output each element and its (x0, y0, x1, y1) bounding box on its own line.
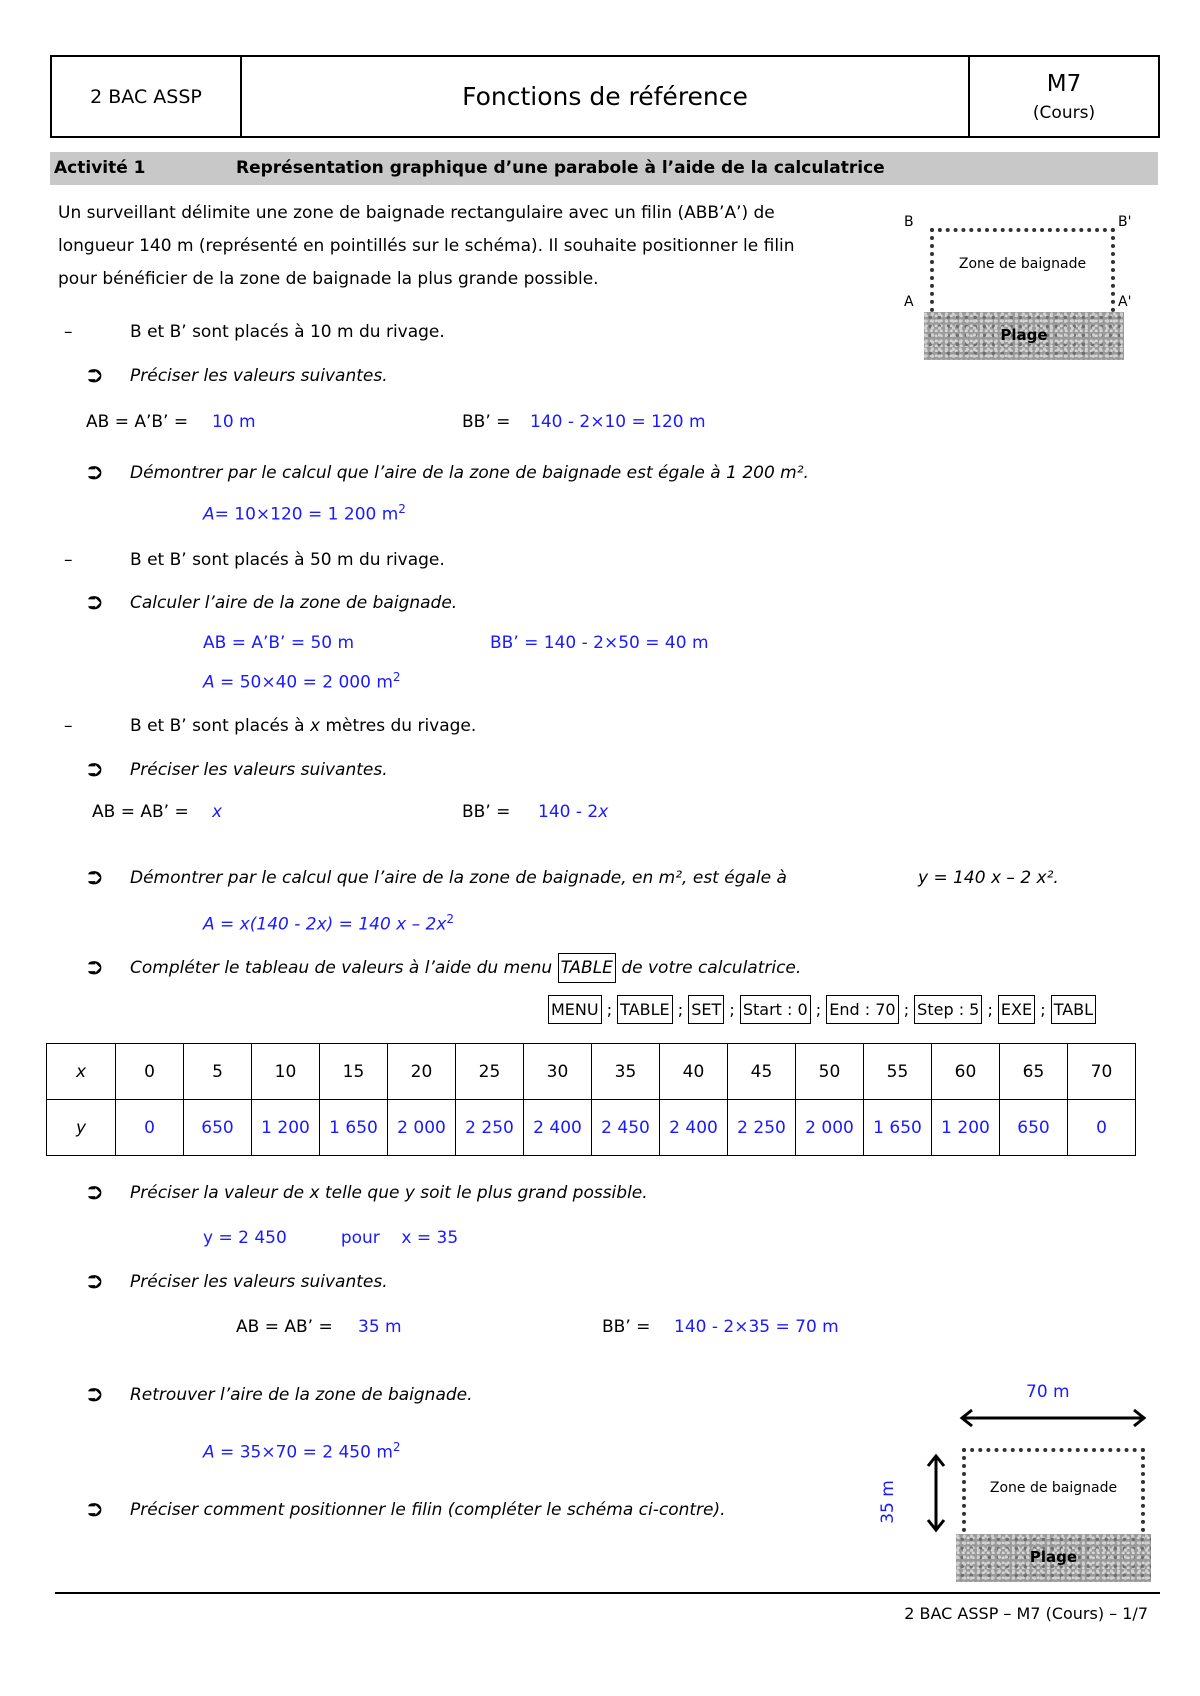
superscript: 2 (392, 670, 401, 684)
superscript: 2 (398, 502, 406, 516)
page-title: Fonctions de référence (242, 57, 970, 136)
question-area-2: Calculer l’aire de la zone de baignade. (130, 593, 458, 613)
bb-label-3: BB’ = (462, 802, 511, 822)
beach-label: Plage (1029, 1548, 1078, 1566)
dash-bullet: – (64, 550, 73, 570)
question-text: Compléter le tableau de valeurs à l’aide du menu (130, 958, 558, 978)
arrow-bullet: ⮊ (88, 366, 102, 387)
zone-label: Zone de baignade (958, 256, 1087, 272)
key-separator: ; (1040, 1000, 1046, 1019)
intro-line-1: Un surveillant délimite une zone de baignade rectangulaire avec un filin (ABB’A’) de (58, 203, 775, 223)
x-cell: 5 (184, 1044, 252, 1100)
area-symbol: A (203, 504, 215, 525)
bb-label-4: BB’ = (602, 1317, 651, 1337)
beach-label: Plage (1000, 326, 1048, 344)
swim-zone-rect (962, 1448, 1145, 1540)
question-area-3: Démontrer par le calcul que l’aire de la zone de baignade, en m², est égale à (130, 868, 787, 888)
case-10m: B et B’ sont placés à 10 m du rivage. (130, 322, 445, 342)
question-position: Préciser comment positionner le filin (compléter le schéma ci-contre). (130, 1500, 726, 1520)
area-answer-1 (203, 502, 406, 525)
bb-value-4: 140 - 2×35 = 70 m (674, 1317, 839, 1337)
activity-number: Activité 1 (54, 158, 146, 178)
question-area-4: Retrouver l’aire de la zone de baignade. (130, 1385, 473, 1405)
dash-bullet: – (64, 716, 73, 736)
x-header: x (47, 1044, 116, 1100)
intro-line-2: longueur 140 m (représenté en pointillés sur le schéma). Il souhaite positionner le filin (58, 236, 795, 256)
ab-label-3: AB = AB’ = (92, 802, 189, 822)
y-cell: 650 (1000, 1100, 1068, 1156)
arrow-bullet: ⮊ (88, 868, 102, 889)
y-cell: 650 (184, 1100, 252, 1156)
y-cell: 1 650 (864, 1100, 932, 1156)
arrow-bullet: ⮊ (88, 463, 102, 484)
activity-title: Représentation graphique d’une parabole à l’aide de la calculatrice (236, 158, 885, 178)
dash-bullet: – (64, 322, 73, 342)
x-cell: 65 (1000, 1044, 1068, 1100)
y-cell: 2 250 (456, 1100, 524, 1156)
superscript: 2 (392, 1440, 401, 1454)
header-table (50, 55, 1160, 138)
y-cell: 2 400 (524, 1100, 592, 1156)
y-cell: 1 650 (320, 1100, 388, 1156)
key-separator: ; (729, 1000, 735, 1019)
x-cell: 20 (388, 1044, 456, 1100)
value-table (46, 1043, 1136, 1156)
area-value: = 35×70 = 2 450 m (214, 1442, 393, 1463)
x-cell: 55 (864, 1044, 932, 1100)
header-class: 2 BAC ASSP (52, 57, 242, 136)
key-table: TABLE (617, 995, 672, 1024)
y-cell: 1 200 (932, 1100, 1000, 1156)
module-code: M7 (1046, 70, 1082, 97)
x-cell: 35 (592, 1044, 660, 1100)
ab-label-1: AB = A’B’ = (86, 412, 189, 432)
key-start: Start : 0 (740, 995, 811, 1024)
footer-divider (55, 1592, 1160, 1594)
case-50m: B et B’ sont placés à 50 m du rivage. (130, 550, 445, 570)
ab-value-1: 10 m (212, 412, 256, 432)
y-cell: 2 400 (660, 1100, 728, 1156)
activity-bar (50, 152, 1158, 185)
area-value: = 50×40 = 2 000 m (214, 672, 393, 693)
swim-zone-rect (930, 228, 1115, 312)
label-a-prime: A' (1118, 294, 1132, 310)
y-cell: 2 000 (796, 1100, 864, 1156)
area-formula (203, 912, 454, 935)
bb-value-3 (538, 802, 608, 822)
table-key: TABLE (558, 953, 616, 983)
key-separator: ; (987, 1000, 993, 1019)
x-cell: 0 (116, 1044, 184, 1100)
bb-answer-2: BB’ = 140 - 2×50 = 40 m (490, 633, 709, 653)
header-module (970, 57, 1158, 136)
arrow-bullet: ⮊ (88, 1500, 102, 1521)
beach-area (924, 312, 1124, 360)
table-row-x (47, 1044, 1136, 1100)
y-cell: 0 (1068, 1100, 1136, 1156)
x-cell: 45 (728, 1044, 796, 1100)
arrow-bullet: ⮊ (88, 1272, 102, 1293)
x-cell: 60 (932, 1044, 1000, 1100)
question-max: Préciser la valeur de x telle que y soit le plus grand possible. (130, 1183, 648, 1203)
figure-zone-1 (900, 210, 1130, 360)
height-arrow (926, 1452, 946, 1534)
key-tabl: TABL (1051, 995, 1096, 1024)
table-row-y (47, 1100, 1136, 1156)
case-text: mètres du rivage. (320, 716, 477, 736)
intro-line-3: pour bénéficier de la zone de baignade la plus grande possible. (58, 269, 599, 289)
question-formula: y = 140 x – 2 x². (918, 868, 1059, 888)
key-separator: ; (903, 1000, 910, 1019)
area-answer-2 (203, 670, 401, 693)
question-text: de votre calculatrice. (615, 958, 802, 978)
y-header: y (47, 1100, 116, 1156)
x-cell: 25 (456, 1044, 524, 1100)
superscript: 2 (446, 912, 455, 926)
question-values-1: Préciser les valeurs suivantes. (130, 366, 388, 386)
width-arrow (958, 1408, 1148, 1428)
arrow-bullet: ⮊ (88, 1183, 102, 1204)
label-b-prime: B' (1118, 214, 1132, 230)
arrow-bullet: ⮊ (88, 958, 102, 979)
ab-answer-2: AB = A’B’ = 50 m (203, 633, 355, 653)
area-symbol: A (203, 672, 215, 693)
question-table (130, 958, 801, 978)
formula-text: A = x(140 - 2x) = 140 x – 2x (203, 914, 447, 935)
area-value: = 10×120 = 1 200 m (214, 504, 399, 525)
bb-label-1: BB’ = (462, 412, 511, 432)
ab-label-4: AB = AB’ = (236, 1317, 333, 1337)
arrow-bullet: ⮊ (88, 760, 102, 781)
y-cell: 1 200 (252, 1100, 320, 1156)
arrow-bullet: ⮊ (88, 1385, 102, 1406)
key-step: Step : 5 (914, 995, 982, 1024)
key-separator: ; (815, 1000, 822, 1019)
max-answer: y = 2 450 pour x = 35 (203, 1228, 459, 1248)
question-area-1: Démontrer par le calcul que l’aire de la zone de baignade est égale à 1 200 m². (130, 463, 809, 483)
area-answer-4 (203, 1440, 401, 1463)
bb-var: x (598, 802, 609, 822)
height-label: 35 m (877, 1480, 898, 1524)
y-cell: 2 250 (728, 1100, 796, 1156)
x-cell: 40 (660, 1044, 728, 1100)
y-cell: 0 (116, 1100, 184, 1156)
ab-value-4: 35 m (358, 1317, 402, 1337)
key-separator: ; (677, 1000, 684, 1019)
bb-value-1: 140 - 2×10 = 120 m (530, 412, 706, 432)
calculator-keys (548, 1000, 1096, 1019)
width-label: 70 m (1026, 1382, 1070, 1402)
x-cell: 50 (796, 1044, 864, 1100)
key-separator: ; (606, 1000, 613, 1019)
question-values-3: Préciser les valeurs suivantes. (130, 760, 388, 780)
bb-expr: 140 - 2 (538, 802, 599, 822)
module-subtitle: (Cours) (1032, 102, 1096, 123)
y-cell: 2 000 (388, 1100, 456, 1156)
figure-zone-2 (877, 1382, 1170, 1582)
key-end: End : 70 (826, 995, 898, 1024)
page-footer: 2 BAC ASSP – M7 (Cours) – 1/7 (904, 1604, 1148, 1623)
case-text: B et B’ sont placés à (130, 716, 310, 736)
beach-area (956, 1534, 1151, 1582)
x-cell: 15 (320, 1044, 388, 1100)
key-menu: MENU (548, 995, 602, 1024)
y-cell: 2 450 (592, 1100, 660, 1156)
label-a: A (904, 294, 914, 310)
label-b: B (904, 214, 914, 230)
case-var: x (310, 716, 321, 736)
x-cell: 10 (252, 1044, 320, 1100)
x-cell: 70 (1068, 1044, 1136, 1100)
arrow-bullet: ⮊ (88, 593, 102, 614)
question-values-4: Préciser les valeurs suivantes. (130, 1272, 388, 1292)
zone-label: Zone de baignade (989, 1480, 1118, 1496)
ab-value-3: x (212, 802, 223, 822)
x-cell: 30 (524, 1044, 592, 1100)
key-set: SET (688, 995, 724, 1024)
key-exe: EXE (998, 995, 1035, 1024)
case-x (130, 716, 476, 736)
area-symbol: A (203, 1442, 215, 1463)
